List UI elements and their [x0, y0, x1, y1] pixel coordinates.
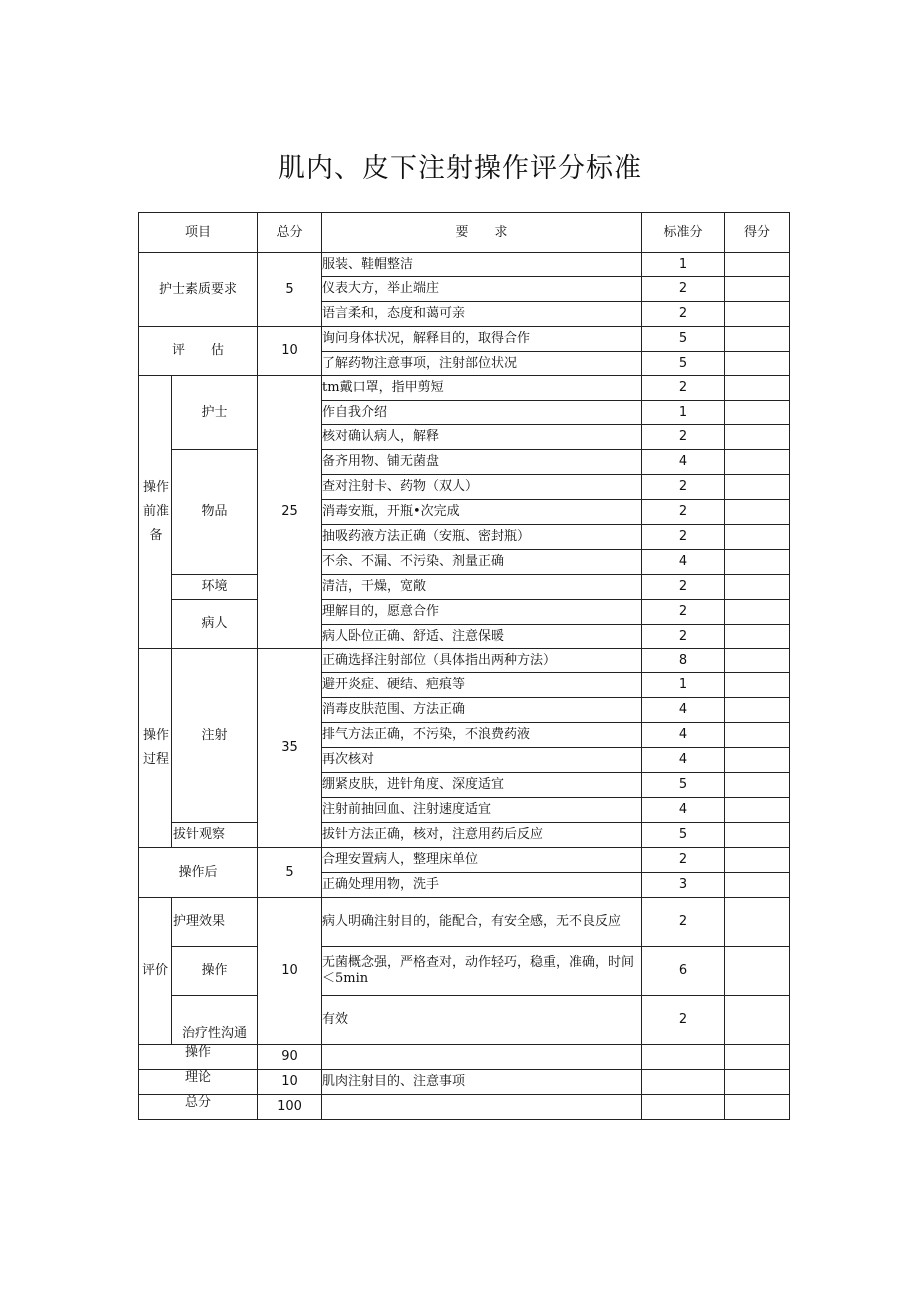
category-total: 10: [258, 898, 322, 1045]
sub-items: 物品: [172, 450, 258, 575]
score-cell[interactable]: [725, 253, 790, 277]
standard-points: 2: [642, 376, 725, 401]
score-cell[interactable]: [725, 996, 790, 1045]
standard-points: [642, 1070, 725, 1095]
requirement-cell: 清洁，干燥，宽敞: [322, 575, 642, 600]
score-cell[interactable]: [725, 1095, 790, 1120]
score-cell[interactable]: [725, 823, 790, 848]
sub-patient: 病人: [172, 600, 258, 649]
requirement-cell: 消毒安瓶，开瓶•次完成: [322, 500, 642, 525]
requirement-cell: [322, 1095, 642, 1120]
score-cell[interactable]: [725, 302, 790, 327]
standard-points: 5: [642, 823, 725, 848]
standard-points: 4: [642, 748, 725, 773]
header-score: 得分: [725, 213, 790, 253]
category-nurse-quality: 护士素质要求: [139, 253, 258, 327]
category-total: 25: [258, 376, 322, 649]
standard-points: 1: [642, 401, 725, 425]
summary-label: 理论: [139, 1070, 258, 1095]
standard-points: 2: [642, 848, 725, 873]
score-cell[interactable]: [725, 1045, 790, 1070]
standard-points: 2: [642, 302, 725, 327]
standard-points: 5: [642, 773, 725, 798]
requirement-cell: 再次核对: [322, 748, 642, 773]
standard-points: 4: [642, 450, 725, 475]
requirement-cell: 注射前抽回血、注射速度适宜: [322, 798, 642, 823]
score-cell[interactable]: [725, 673, 790, 698]
table-row: [139, 327, 790, 352]
table-row: [139, 898, 790, 947]
standard-points: 1: [642, 253, 725, 277]
table-row: [139, 1045, 790, 1070]
score-cell[interactable]: [725, 649, 790, 673]
score-cell[interactable]: [725, 575, 790, 600]
score-cell[interactable]: [725, 376, 790, 401]
standard-points: 2: [642, 625, 725, 649]
table-row: [139, 450, 790, 475]
table-row: [139, 649, 790, 673]
requirement-cell: 有效: [322, 996, 642, 1045]
category-after: 操作后: [139, 848, 258, 898]
score-cell[interactable]: [725, 1070, 790, 1095]
table-row: [139, 996, 790, 1045]
score-cell[interactable]: [725, 947, 790, 996]
category-process: 操作过程: [139, 649, 172, 848]
requirement-cell: 服装、鞋帽整洁: [322, 253, 642, 277]
table-row: [139, 848, 790, 873]
requirement-cell: 病人卧位正确、舒适、注意保暖: [322, 625, 642, 649]
requirement-cell: 作自我介绍: [322, 401, 642, 425]
standard-points: 2: [642, 425, 725, 450]
requirement-cell: 肌肉注射目的、注意事项: [322, 1070, 642, 1095]
table-row: [139, 1070, 790, 1095]
category-preparation: 操作前准备: [139, 376, 172, 649]
header-requirement: 要 求: [322, 213, 642, 253]
requirement-cell: 病人明确注射目的，能配合，有安全感，无不良反应: [322, 898, 642, 947]
score-cell[interactable]: [725, 873, 790, 898]
category-total: 10: [258, 327, 322, 376]
score-cell[interactable]: [725, 625, 790, 649]
score-cell[interactable]: [725, 798, 790, 823]
requirement-cell: 避开炎症、硬结、疤痕等: [322, 673, 642, 698]
score-cell[interactable]: [725, 277, 790, 302]
category-assess: 评 估: [139, 327, 258, 376]
standard-points: 4: [642, 723, 725, 748]
sub-care-effect: 护理效果: [172, 898, 258, 947]
score-cell[interactable]: [725, 525, 790, 550]
standard-points: 4: [642, 550, 725, 575]
standard-points: 2: [642, 600, 725, 625]
standard-points: [642, 1095, 725, 1120]
score-cell[interactable]: [725, 352, 790, 376]
requirement-cell: 拔针方法正确，核对，注意用药后反应: [322, 823, 642, 848]
standard-points: 2: [642, 277, 725, 302]
score-cell[interactable]: [725, 450, 790, 475]
requirement-cell: 无菌概念强，严格查对，动作轻巧，稳重，准确，时间＜5min: [322, 947, 642, 996]
score-cell[interactable]: [725, 698, 790, 723]
sub-operation: 操作: [172, 947, 258, 996]
requirement-cell: 核对确认病人，解释: [322, 425, 642, 450]
table-row: [139, 1095, 790, 1120]
score-cell[interactable]: [725, 475, 790, 500]
header-row: [139, 213, 790, 253]
category-total: 35: [258, 649, 322, 848]
standard-points: 2: [642, 525, 725, 550]
score-cell[interactable]: [725, 500, 790, 525]
score-cell[interactable]: [725, 748, 790, 773]
header-total: 总分: [258, 213, 322, 253]
standard-points: 2: [642, 475, 725, 500]
table-row: [139, 823, 790, 848]
sub-environment: 环境: [172, 575, 258, 600]
category-total: 5: [258, 848, 322, 898]
requirement-cell: 正确选择注射部位（具体指出两种方法）: [322, 649, 642, 673]
score-cell[interactable]: [725, 327, 790, 352]
standard-points: 4: [642, 798, 725, 823]
requirement-cell: 语言柔和，态度和蔼可亲: [322, 302, 642, 327]
score-cell[interactable]: [725, 898, 790, 947]
category-total: 5: [258, 253, 322, 327]
requirement-cell: 正确处理用物，洗手: [322, 873, 642, 898]
category-evaluation: 评价: [139, 898, 172, 1045]
requirement-cell: 排气方法正确，不污染，不浪费药液: [322, 723, 642, 748]
requirement-cell: 查对注射卡、药物（双人）: [322, 475, 642, 500]
requirement-cell: 了解药物注意事项，注射部位状况: [322, 352, 642, 376]
summary-total: 90: [258, 1045, 322, 1070]
score-cell[interactable]: [725, 401, 790, 425]
standard-points: 3: [642, 873, 725, 898]
standard-points: 2: [642, 575, 725, 600]
sub-withdraw-observe: 拔针观察: [172, 823, 258, 848]
score-cell[interactable]: [725, 550, 790, 575]
table-row: [139, 253, 790, 277]
requirement-cell: [322, 1045, 642, 1070]
requirement-cell: 询问身体状况，解释目的，取得合作: [322, 327, 642, 352]
standard-points: 2: [642, 898, 725, 947]
requirement-cell: 理解目的，愿意合作: [322, 600, 642, 625]
requirement-cell: 抽吸药液方法正确（安瓶、密封瓶）: [322, 525, 642, 550]
table-row: [139, 947, 790, 996]
standard-points: 6: [642, 947, 725, 996]
table-row: [139, 376, 790, 401]
summary-label: 操作: [139, 1045, 258, 1070]
summary-total: 10: [258, 1070, 322, 1095]
table-row: [139, 575, 790, 600]
requirement-cell: 不余、不漏、不污染、剂量正确: [322, 550, 642, 575]
standard-points: 4: [642, 698, 725, 723]
standard-points: 2: [642, 500, 725, 525]
table-row: [139, 600, 790, 625]
score-cell[interactable]: [725, 600, 790, 625]
sub-nurse: 护士: [172, 376, 258, 450]
standard-points: 1: [642, 673, 725, 698]
summary-label: 总分: [139, 1095, 258, 1120]
summary-total: 100: [258, 1095, 322, 1120]
sub-communication: 治疗性沟通: [172, 996, 258, 1045]
standard-points: 8: [642, 649, 725, 673]
standard-points: 5: [642, 352, 725, 376]
requirement-cell: 备齐用物、铺无菌盘: [322, 450, 642, 475]
score-cell[interactable]: [725, 425, 790, 450]
scoring-table: [138, 212, 790, 1120]
score-cell[interactable]: [725, 773, 790, 798]
requirement-cell: 仪表大方，举止端庄: [322, 277, 642, 302]
page-title: 肌内、皮下注射操作评分标准: [278, 153, 642, 184]
requirement-cell: 消毒皮肤范围、方法正确: [322, 698, 642, 723]
score-cell[interactable]: [725, 848, 790, 873]
requirement-cell: 合理安置病人，整理床单位: [322, 848, 642, 873]
header-item: 项目: [139, 213, 258, 253]
requirement-cell: tm戴口罩，指甲剪短: [322, 376, 642, 401]
standard-points: 2: [642, 996, 725, 1045]
standard-points: [642, 1045, 725, 1070]
requirement-cell: 绷紧皮肤，进针角度、深度适宜: [322, 773, 642, 798]
sub-injection: 注射: [172, 649, 258, 823]
standard-points: 5: [642, 327, 725, 352]
score-cell[interactable]: [725, 723, 790, 748]
header-standard: 标准分: [642, 213, 725, 253]
